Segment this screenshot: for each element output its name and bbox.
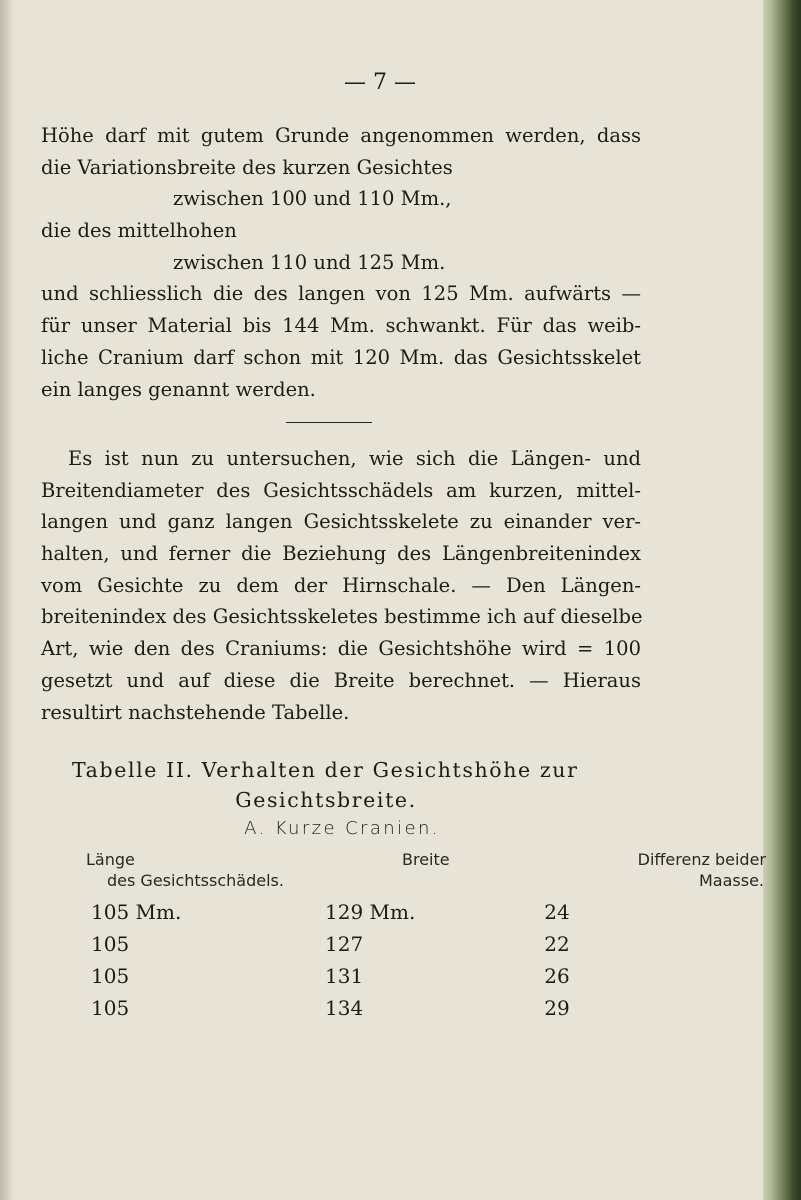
paragraph-1-line: die des mittelhohen bbox=[41, 219, 237, 243]
paragraph-2 bbox=[41, 443, 641, 728]
cell-differenz: 22 bbox=[544, 932, 570, 956]
column-header-breite: Breite bbox=[402, 850, 450, 869]
paragraph-1-line: und schliesslich die des langen von 125 Mm. aufwärts — bbox=[41, 282, 641, 306]
column-header-differenz: Differenz beider bbox=[637, 850, 766, 869]
paragraph-1-line: die Variationsbreite des kurzen Gesichtes bbox=[41, 155, 453, 179]
paragraph-2-line: vom Gesichte zu dem der Hirnschale. — Den Längen- bbox=[41, 573, 641, 597]
paragraph-2-line: Breitendiameter des Gesichtsschädels am kurzen, mittel- bbox=[41, 478, 641, 502]
paragraph-1-line: zwischen 110 und 125 Mm. bbox=[173, 250, 446, 274]
column-header-laenge: Länge bbox=[86, 850, 135, 869]
table-row bbox=[0, 993, 760, 1023]
table-row bbox=[0, 961, 760, 991]
cell-breite: 131 bbox=[325, 964, 364, 988]
paragraph-1-line: Höhe darf mit gutem Grunde angenommen werden, dass bbox=[41, 124, 641, 147]
table-row bbox=[0, 929, 760, 959]
paragraph-2-line: Es ist nun zu untersuchen, wie sich die Längen- und bbox=[68, 447, 641, 470]
paragraph-2-line: gesetzt und auf diese die Breite berechnet. — Hieraus bbox=[41, 668, 641, 692]
paragraph-2-line: Art, wie den des Craniums: die Gesichtshöhe wird = 100 bbox=[41, 637, 641, 661]
paragraph-1 bbox=[41, 120, 641, 405]
cell-laenge: 105 Mm. bbox=[91, 900, 182, 924]
cell-breite: 134 bbox=[325, 996, 364, 1020]
table-subtitle: A. Kurze Cranien. bbox=[244, 818, 440, 839]
table-title-line-2: Gesichtsbreite. bbox=[235, 788, 417, 812]
paragraph-1-line: ein langes genannt werden. bbox=[41, 377, 316, 401]
book-binding-edge bbox=[763, 0, 801, 1200]
cell-laenge: 105 bbox=[91, 964, 130, 988]
cell-breite: 129 Mm. bbox=[325, 900, 416, 924]
paragraph-1-line: liche Cranium darf schon mit 120 Mm. das Gesichtsskelet bbox=[41, 345, 641, 369]
paragraph-1-line: für unser Material bis 144 Mm. schwankt. Für das weib- bbox=[41, 314, 641, 338]
table-title-line-1: Tabelle II. Verhalten der Gesichtshöhe zur bbox=[72, 758, 579, 782]
cell-differenz: 26 bbox=[544, 964, 570, 988]
paragraph-2-line: langen und ganz langen Gesichtsskelete zu einander ver- bbox=[41, 510, 641, 534]
paragraph-2-line: halten, und ferner die Beziehung des Längenbreitenindex bbox=[41, 542, 641, 566]
paragraph-1-line: zwischen 100 und 110 Mm., bbox=[173, 187, 452, 211]
table-row bbox=[0, 897, 760, 927]
cell-breite: 127 bbox=[325, 932, 364, 956]
cell-laenge: 105 bbox=[91, 996, 130, 1020]
paragraph-2-line: breitenindex des Gesichtsskeletes bestimme ich auf dieselbe bbox=[41, 605, 643, 629]
cell-differenz: 24 bbox=[544, 900, 570, 924]
cell-laenge: 105 bbox=[91, 932, 130, 956]
section-divider bbox=[286, 422, 372, 423]
paragraph-2-line: resultirt nachstehende Tabelle. bbox=[41, 700, 350, 724]
cell-differenz: 29 bbox=[544, 996, 570, 1020]
column-header-maasse: Maasse. bbox=[698, 871, 764, 890]
table-title bbox=[41, 755, 651, 815]
column-header-subject: des Gesichtsschädels. bbox=[107, 871, 284, 890]
page-number: — 7 — bbox=[344, 70, 416, 95]
